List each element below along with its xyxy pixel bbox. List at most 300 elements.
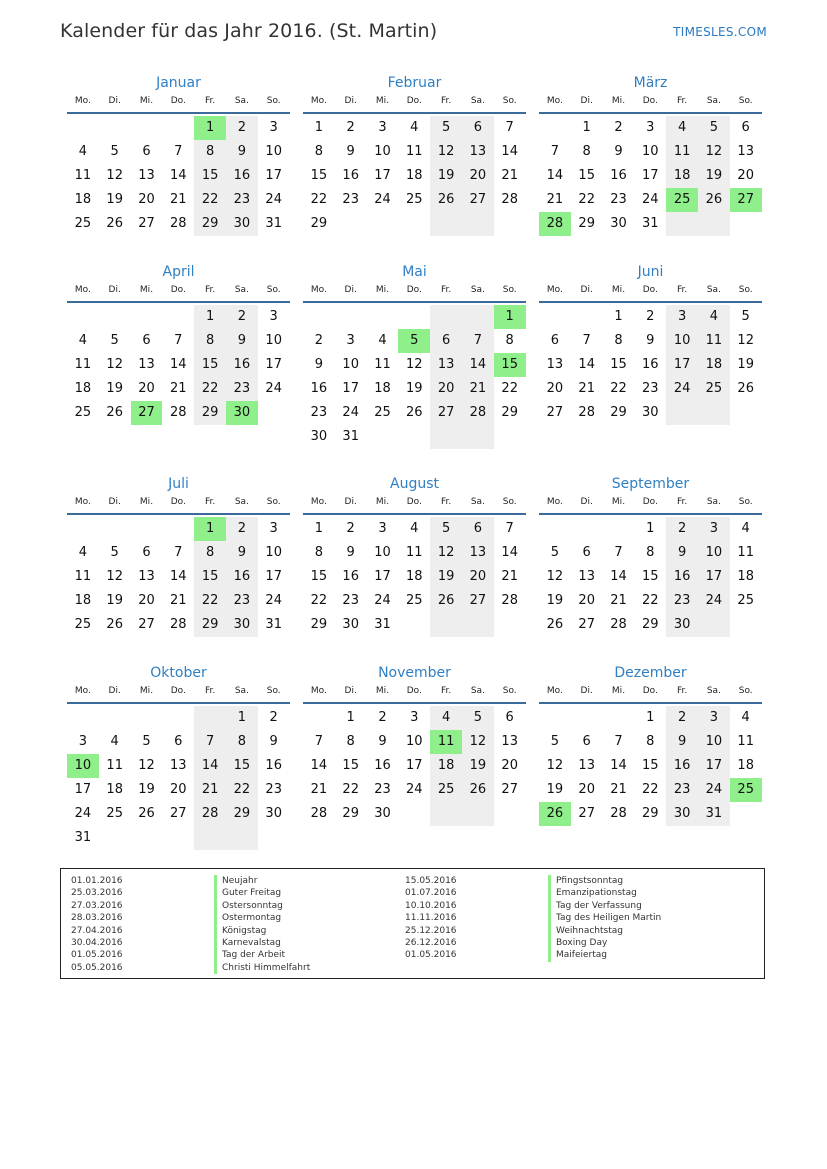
weekday-label: Mo.: [546, 96, 563, 106]
day-cell: 16: [342, 569, 359, 584]
day-cell: 9: [677, 734, 687, 749]
day-cell: 8: [314, 144, 324, 159]
weekday-label: Di.: [108, 497, 121, 507]
day-cell: 27: [138, 617, 155, 632]
weekday-label: Do.: [170, 497, 186, 507]
day-cell: 14: [610, 569, 627, 584]
day-cell: 18: [106, 782, 123, 797]
day-cell: 19: [437, 168, 455, 183]
day-cell: 16: [233, 168, 251, 183]
holiday-day-cell: 27: [730, 188, 762, 212]
day-cell: 1: [614, 309, 623, 324]
day-cell: 25: [374, 405, 391, 420]
month-12: [539, 662, 762, 851]
month-name: Juni: [637, 264, 664, 280]
day-cell: 26: [469, 782, 487, 797]
day-cell: 6: [473, 120, 483, 135]
day-cell: 21: [501, 168, 518, 183]
day-cell: 27: [138, 216, 155, 231]
day-cell: 2: [346, 120, 355, 135]
day-cell: 3: [346, 333, 355, 348]
day-cell: 12: [705, 144, 723, 159]
day-cell: 5: [142, 734, 151, 749]
day-cell: 28: [170, 216, 187, 231]
weekday-label: Sa.: [470, 686, 485, 696]
month-4: [67, 261, 290, 450]
day-cell: 30: [610, 216, 627, 231]
holiday-name: Tag des Heiligen Martin: [548, 912, 661, 924]
day-cell: 12: [106, 357, 123, 372]
weekday-label: Do.: [170, 285, 186, 295]
day-cell: 29: [310, 617, 328, 632]
weekday-label: Di.: [344, 285, 357, 295]
day-cell: 13: [578, 758, 595, 773]
day-cell: 1: [237, 710, 247, 725]
day-cell: 11: [737, 734, 754, 749]
weekday-label: Fr.: [440, 686, 452, 696]
day-cell: 28: [610, 806, 627, 821]
weekday-label: Di.: [108, 285, 121, 295]
day-cell: 15: [310, 569, 328, 584]
holiday-dates-column: [71, 875, 123, 974]
day-cell: 24: [673, 381, 691, 396]
month-name: Juli: [168, 476, 189, 492]
day-cell: 15: [201, 357, 219, 372]
day-cell: 28: [201, 806, 219, 821]
holiday-name: Karnevalstag: [214, 937, 310, 949]
day-cell: 8: [646, 545, 655, 560]
holiday-date: 26.12.2016: [405, 937, 457, 948]
day-cell: 8: [505, 333, 514, 348]
day-cell: 18: [74, 192, 92, 207]
weekday-label: So.: [266, 285, 281, 295]
day-cell: 29: [610, 405, 627, 420]
day-cell: 12: [106, 168, 123, 183]
month-7: [67, 473, 290, 662]
weekday-label: Mi.: [375, 497, 390, 507]
holiday-day-cell: 1: [194, 116, 226, 140]
day-cell: 13: [578, 569, 595, 584]
day-cell: 4: [110, 734, 119, 749]
page-title: Kalender für das Jahr 2016. (St. Martin): [60, 20, 438, 42]
day-cell: 3: [378, 120, 387, 135]
day-cell: 2: [237, 521, 247, 536]
weekday-label: Sa.: [706, 497, 721, 507]
day-cell: 4: [741, 521, 750, 536]
day-cell: 6: [741, 120, 750, 135]
day-cell: 15: [578, 168, 595, 183]
holiday-day-cell: 1: [494, 305, 526, 329]
month-name: März: [633, 75, 668, 91]
weekday-label: Sa.: [234, 285, 249, 295]
day-cell: 7: [582, 333, 591, 348]
day-cell: 7: [505, 120, 514, 135]
day-cell: 27: [501, 782, 518, 797]
day-cell: 20: [469, 168, 487, 183]
weekday-label: Fr.: [440, 285, 452, 295]
weekday-label: Mi.: [139, 497, 154, 507]
weekday-label: So.: [502, 497, 517, 507]
day-grid: [539, 517, 762, 662]
day-cell: 29: [342, 806, 359, 821]
weekday-label: So.: [266, 686, 281, 696]
day-cell: 22: [201, 192, 219, 207]
holiday-day-cell: 28: [539, 212, 571, 236]
day-cell: 20: [578, 593, 595, 608]
day-cell: 29: [578, 216, 595, 231]
weekday-label: Fr.: [676, 285, 688, 295]
day-cell: 26: [737, 381, 754, 396]
day-cell: 8: [205, 144, 215, 159]
day-cell: 16: [673, 758, 691, 773]
weekday-label: Sa.: [470, 285, 485, 295]
holiday-day-cell: 26: [539, 802, 571, 826]
day-cell: 13: [437, 357, 455, 372]
weekday-header: [303, 684, 526, 704]
holiday-name: Königstag: [214, 925, 310, 937]
day-cell: 20: [469, 569, 487, 584]
day-cell: 14: [201, 758, 219, 773]
day-cell: 17: [705, 758, 723, 773]
day-cell: 14: [578, 357, 595, 372]
day-cell: 5: [473, 710, 483, 725]
day-cell: 8: [646, 734, 655, 749]
day-cell: 20: [138, 192, 155, 207]
day-cell: 31: [642, 216, 659, 231]
day-cell: 27: [578, 617, 595, 632]
day-cell: 3: [269, 120, 278, 135]
day-cell: 13: [469, 144, 487, 159]
day-cell: 23: [673, 593, 691, 608]
day-cell: 20: [138, 593, 155, 608]
day-cell: 11: [406, 144, 423, 159]
weekday-label: Mi.: [139, 686, 154, 696]
day-cell: 11: [74, 357, 92, 372]
day-cell: 18: [705, 357, 723, 372]
day-cell: 8: [582, 144, 591, 159]
day-cell: 28: [469, 405, 487, 420]
day-cell: 21: [610, 782, 627, 797]
day-cell: 11: [74, 168, 92, 183]
day-cell: 20: [138, 381, 155, 396]
day-cell: 1: [205, 309, 215, 324]
weekday-label: Mi.: [375, 686, 390, 696]
day-cell: 4: [78, 545, 88, 560]
day-cell: 2: [314, 333, 324, 348]
day-cell: 27: [437, 405, 455, 420]
holiday-date: 27.04.2016: [71, 925, 123, 936]
weekday-header: [67, 94, 290, 114]
day-cell: 4: [441, 710, 451, 725]
weekday-label: Do.: [642, 285, 658, 295]
day-cell: 15: [610, 357, 627, 372]
day-cell: 20: [501, 758, 518, 773]
day-cell: 6: [142, 144, 151, 159]
weekday-label: Mo.: [546, 686, 563, 696]
day-cell: 9: [378, 734, 387, 749]
weekday-label: Mi.: [375, 96, 390, 106]
day-cell: 18: [406, 168, 423, 183]
day-cell: 16: [342, 168, 359, 183]
day-cell: 21: [469, 381, 487, 396]
day-cell: 26: [138, 806, 155, 821]
weekday-header: [539, 495, 762, 515]
holiday-date: 01.05.2016: [71, 950, 123, 961]
day-cell: 11: [705, 333, 723, 348]
day-cell: 24: [705, 593, 723, 608]
holiday-date: 01.07.2016: [405, 888, 457, 899]
weekday-label: Do.: [642, 686, 658, 696]
day-cell: 10: [265, 545, 282, 560]
day-cell: 5: [550, 545, 560, 560]
month-8: [303, 473, 526, 662]
holiday-day-cell: 15: [494, 353, 526, 377]
day-cell: 4: [78, 333, 88, 348]
day-cell: 11: [673, 144, 691, 159]
day-cell: 8: [346, 734, 355, 749]
day-cell: 2: [614, 120, 623, 135]
weekday-label: Fr.: [676, 96, 688, 106]
day-cell: 15: [642, 758, 659, 773]
weekday-label: So.: [502, 285, 517, 295]
day-cell: 17: [342, 381, 359, 396]
day-cell: 6: [473, 521, 483, 536]
weekday-label: Di.: [580, 285, 593, 295]
holiday-names-column: [548, 875, 661, 962]
day-cell: 21: [170, 192, 187, 207]
day-cell: 6: [582, 734, 591, 749]
weekday-label: Mo.: [74, 285, 91, 295]
weekday-label: Mo.: [310, 497, 327, 507]
day-cell: 7: [473, 333, 483, 348]
day-cell: 11: [74, 569, 92, 584]
day-cell: 10: [642, 144, 659, 159]
day-cell: 27: [578, 806, 595, 821]
day-cell: 16: [265, 758, 282, 773]
day-cell: 10: [705, 545, 723, 560]
weekday-label: Sa.: [234, 497, 249, 507]
day-cell: 22: [310, 593, 328, 608]
day-cell: 10: [342, 357, 359, 372]
day-cell: 6: [441, 333, 451, 348]
day-cell: 10: [265, 333, 282, 348]
day-cell: 9: [346, 545, 355, 560]
holiday-name: Boxing Day: [548, 937, 661, 949]
day-cell: 3: [269, 521, 278, 536]
holiday-day-cell: 25: [666, 188, 698, 212]
day-cell: 12: [546, 758, 564, 773]
day-cell: 26: [106, 405, 123, 420]
day-cell: 16: [673, 569, 691, 584]
day-cell: 24: [74, 806, 92, 821]
day-cell: 1: [314, 120, 324, 135]
weekday-label: So.: [502, 96, 517, 106]
day-cell: 15: [642, 569, 659, 584]
day-cell: 23: [233, 593, 251, 608]
day-cell: 5: [550, 734, 560, 749]
day-cell: 3: [646, 120, 655, 135]
weekday-label: Sa.: [706, 285, 721, 295]
day-cell: 25: [406, 593, 423, 608]
day-cell: 25: [437, 782, 455, 797]
day-cell: 22: [642, 782, 659, 797]
day-cell: 1: [646, 521, 655, 536]
weekday-label: So.: [502, 686, 517, 696]
day-cell: 23: [265, 782, 282, 797]
day-cell: 20: [578, 782, 595, 797]
day-cell: 23: [610, 192, 627, 207]
day-cell: 14: [170, 357, 187, 372]
day-cell: 16: [310, 381, 328, 396]
day-cell: 3: [677, 309, 687, 324]
day-cell: 24: [642, 192, 659, 207]
day-cell: 21: [201, 782, 219, 797]
day-cell: 5: [110, 545, 119, 560]
day-cell: 7: [614, 545, 623, 560]
day-cell: 21: [170, 593, 187, 608]
day-cell: 5: [441, 120, 451, 135]
holiday-date: 15.05.2016: [405, 876, 457, 886]
day-cell: 30: [310, 429, 328, 444]
day-cell: 22: [610, 381, 627, 396]
holiday-name: Ostersonntag: [214, 900, 310, 912]
day-cell: 29: [501, 405, 518, 420]
weekday-label: Di.: [580, 497, 593, 507]
day-cell: 28: [310, 806, 328, 821]
day-cell: 21: [578, 381, 595, 396]
day-cell: 13: [138, 569, 155, 584]
weekday-label: Mo.: [74, 497, 91, 507]
weekday-label: Di.: [344, 686, 357, 696]
weekday-label: Mo.: [310, 285, 327, 295]
day-cell: 13: [546, 357, 564, 372]
holiday-day-cell: 27: [131, 401, 163, 425]
day-cell: 30: [265, 806, 282, 821]
day-cell: 7: [205, 734, 215, 749]
day-cell: 18: [74, 381, 92, 396]
day-cell: 31: [265, 617, 282, 632]
day-cell: 17: [406, 758, 423, 773]
weekday-label: Fr.: [204, 285, 216, 295]
day-cell: 25: [406, 192, 423, 207]
day-cell: 19: [437, 569, 455, 584]
day-cell: 26: [705, 192, 723, 207]
day-cell: 10: [374, 545, 391, 560]
weekday-label: Fr.: [204, 96, 216, 106]
month-10: [67, 662, 290, 851]
holiday-names-column: [214, 875, 310, 974]
day-cell: 14: [310, 758, 328, 773]
day-cell: 12: [138, 758, 155, 773]
holiday-date: 10.10.2016: [405, 900, 457, 911]
holiday-name: Guter Freitag: [214, 887, 310, 899]
day-cell: 24: [406, 782, 423, 797]
weekday-label: Sa.: [470, 497, 485, 507]
day-grid: [67, 116, 290, 261]
weekday-header: [303, 283, 526, 303]
day-cell: 22: [201, 381, 219, 396]
day-cell: 24: [374, 593, 391, 608]
month-2: [303, 72, 526, 261]
day-cell: 13: [501, 734, 518, 749]
weekday-label: Mo.: [546, 497, 563, 507]
day-cell: 14: [501, 144, 518, 159]
day-grid: [67, 305, 290, 450]
day-grid: [67, 517, 290, 662]
day-cell: 30: [342, 617, 359, 632]
day-cell: 15: [342, 758, 359, 773]
day-cell: 5: [110, 144, 119, 159]
month-name: Oktober: [150, 665, 207, 681]
day-cell: 7: [174, 545, 183, 560]
day-cell: 23: [233, 192, 251, 207]
day-cell: 17: [265, 168, 282, 183]
month-5: [303, 261, 526, 450]
day-cell: 14: [501, 545, 518, 560]
holiday-name: Tag der Arbeit: [214, 949, 310, 961]
day-cell: 24: [705, 782, 723, 797]
day-cell: 24: [374, 192, 391, 207]
day-cell: 14: [610, 758, 627, 773]
weekday-label: Fr.: [676, 497, 688, 507]
day-grid: [539, 706, 762, 851]
day-cell: 26: [106, 216, 123, 231]
day-cell: 30: [233, 216, 251, 231]
day-cell: 29: [310, 216, 328, 231]
day-cell: 7: [174, 333, 183, 348]
day-cell: 18: [673, 168, 691, 183]
holiday-name: Tag der Verfassung: [548, 900, 661, 912]
weekday-label: Mi.: [375, 285, 390, 295]
day-cell: 18: [737, 569, 754, 584]
weekday-label: Do.: [170, 686, 186, 696]
day-cell: 26: [106, 617, 123, 632]
brand-link[interactable]: TIMESLES.COM: [673, 25, 767, 39]
day-cell: 10: [374, 144, 391, 159]
day-cell: 15: [310, 168, 328, 183]
day-cell: 19: [546, 782, 564, 797]
day-cell: 19: [406, 381, 423, 396]
day-cell: 10: [406, 734, 423, 749]
holiday-date: 25.12.2016: [405, 925, 457, 936]
day-cell: 10: [705, 734, 723, 749]
day-cell: 28: [170, 405, 187, 420]
day-cell: 15: [201, 168, 219, 183]
day-cell: 30: [673, 806, 691, 821]
day-cell: 29: [642, 617, 659, 632]
day-cell: 22: [310, 192, 328, 207]
day-cell: 27: [469, 593, 487, 608]
weekday-label: So.: [266, 96, 281, 106]
weekday-label: Sa.: [706, 96, 721, 106]
month-name: Dezember: [614, 665, 687, 681]
weekday-header: [303, 495, 526, 515]
day-cell: 30: [233, 617, 251, 632]
weekday-label: Mi.: [611, 686, 626, 696]
day-cell: 6: [550, 333, 560, 348]
weekday-label: Do.: [406, 285, 422, 295]
weekday-label: Fr.: [676, 686, 688, 696]
day-cell: 22: [501, 381, 518, 396]
day-cell: 5: [709, 120, 719, 135]
day-cell: 9: [269, 734, 278, 749]
day-cell: 3: [78, 734, 88, 749]
day-cell: 22: [233, 782, 251, 797]
day-cell: 8: [314, 545, 324, 560]
weekday-label: Do.: [642, 497, 658, 507]
day-cell: 22: [342, 782, 359, 797]
day-cell: 9: [677, 545, 687, 560]
